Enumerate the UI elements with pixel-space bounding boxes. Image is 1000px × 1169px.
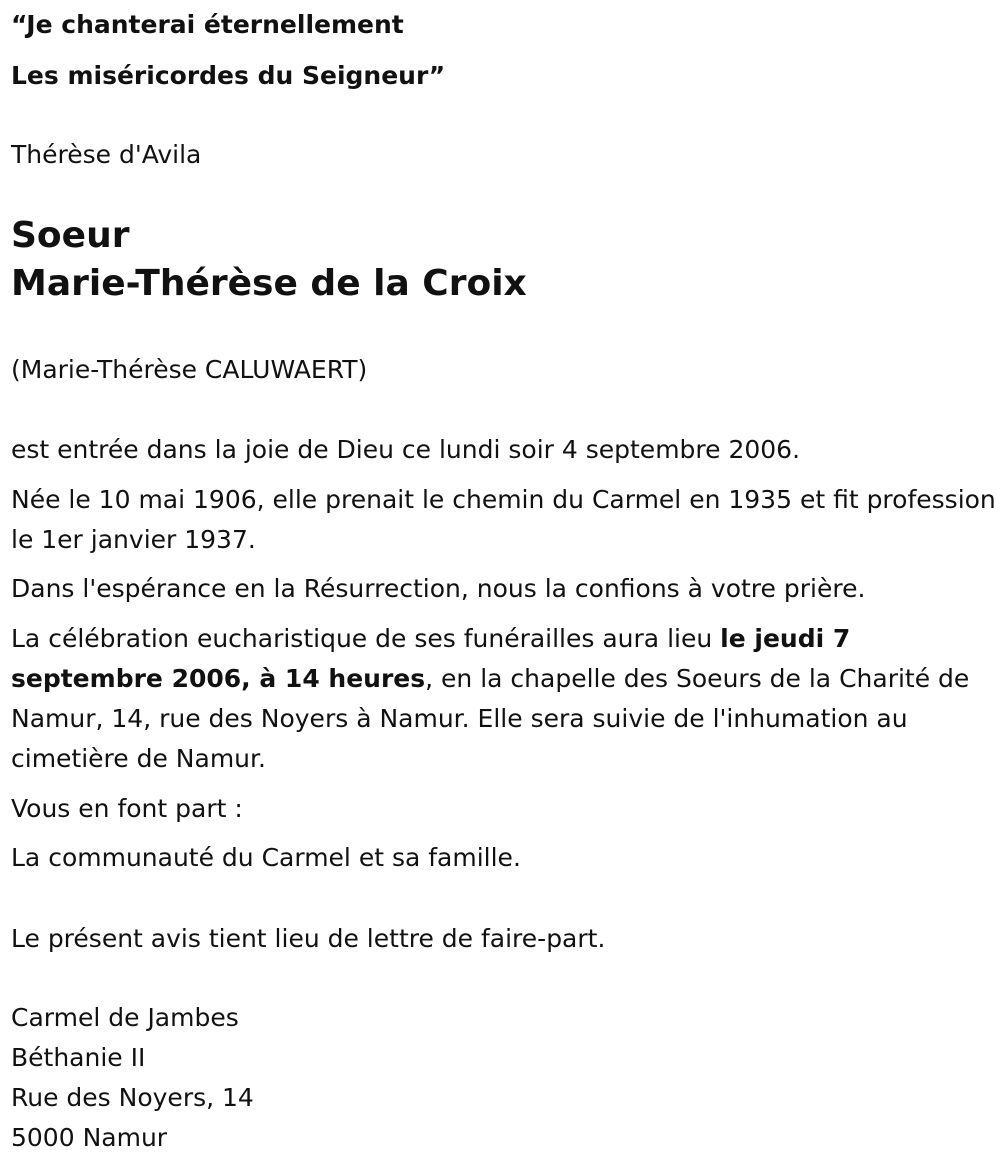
epigraph-author: Thérèse d'Avila	[11, 140, 202, 169]
paragraph-biography: Née le 10 mai 1906, elle prenait le chemin du Carmel en 1935 et fit profession le 1er janvier 1937.	[11, 485, 996, 554]
address-line-1: Carmel de Jambes	[11, 1003, 239, 1032]
paragraph-prayer: Dans l'espérance en la Résurrection, nous la confions à votre prière.	[11, 574, 866, 603]
funeral-text-before: La célébration eucharistique de ses funérailles aura lieu	[11, 624, 721, 653]
paragraph-death: est entrée dans la joie de Dieu ce lundi soir 4 septembre 2006.	[11, 435, 801, 464]
funeral-text-after: , en la chapelle des Soeurs de la Charité de Namur, 14, rue des Noyers à Namur. Elle sera suivie de l'inhumation au cimetière de Namur.	[11, 664, 970, 773]
funeral-date-time: le jeudi 7 septembre 2006, à 14 heures	[11, 624, 851, 693]
paragraph-announcers-intro: Vous en font part :	[11, 794, 243, 823]
deceased-civil-name: (Marie-Thérèse CALUWAERT)	[11, 355, 368, 384]
address-line-3: Rue des Noyers, 14	[11, 1083, 254, 1112]
deceased-title: Soeur	[11, 215, 130, 256]
deceased-religious-name: Marie-Thérèse de la Croix	[11, 263, 527, 304]
paragraph-announcers: La communauté du Carmel et sa famille.	[11, 843, 521, 872]
epigraph-line-2: Les miséricordes du Seigneur”	[11, 61, 446, 90]
address-line-4: 5000 Namur	[11, 1123, 168, 1152]
paragraph-notice: Le présent avis tient lieu de lettre de faire-part.	[11, 924, 606, 953]
paragraph-funeral	[11, 619, 996, 779]
epigraph-line-1: “Je chanterai éternellement	[11, 10, 404, 39]
address-line-2: Béthanie II	[11, 1043, 146, 1072]
